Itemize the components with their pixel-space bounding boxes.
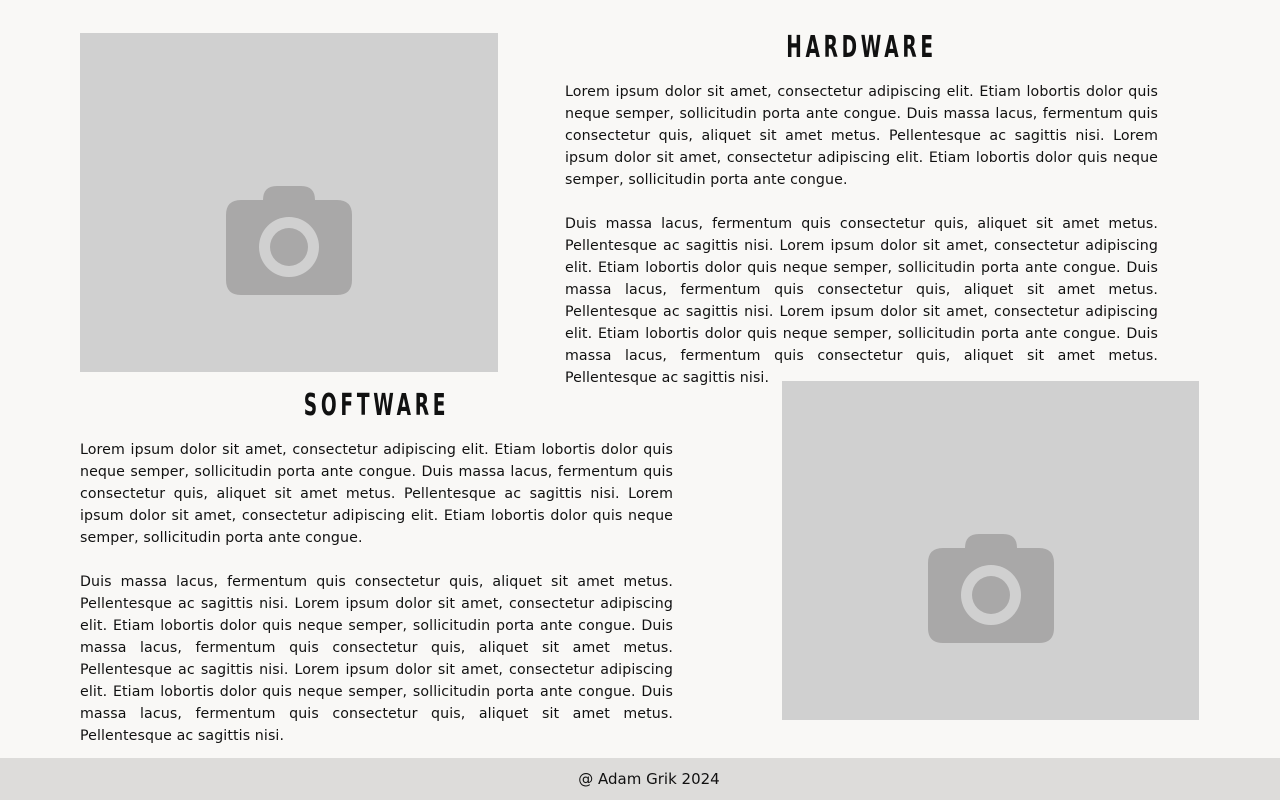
software-image-placeholder xyxy=(782,381,1199,720)
hardware-image-placeholder xyxy=(80,33,498,372)
software-paragraph-2: Duis massa lacus, fermentum quis consectetur quis, aliquet sit amet metus. Pellentesque ac sagittis nisi. Lorem ipsum dolor sit amet, consectetur adipiscing elit. Etiam lobortis dolor quis neque semper, sollicitudin porta ante congue. Duis massa lacus, fermentum quis consectetur quis, aliquet sit amet metus. Pellentesque ac sagittis nisi. Lorem ipsum dolor sit amet, consectetur adipiscing elit. Etiam lobortis dolor quis neque semper, sollicitudin porta ante congue. Duis massa lacus, fermentum quis consectetur quis, aliquet sit amet metus. Pellentesque ac sagittis nisi. xyxy=(80,574,673,744)
hardware-paragraph-2: Duis massa lacus, fermentum quis consectetur quis, aliquet sit amet metus. Pellentesque ac sagittis nisi. Lorem ipsum dolor sit amet, consectetur adipiscing elit. Etiam lobortis dolor quis neque semper, sollicitudin porta ante congue. Duis massa lacus, fermentum quis consectetur quis, aliquet sit amet metus. Pellentesque ac sagittis nisi. Lorem ipsum dolor sit amet, consectetur adipiscing elit. Etiam lobortis dolor quis neque semper, sollicitudin porta ante congue. Duis massa lacus, fermentum quis consectetur quis, aliquet sit amet metus. Pellentesque ac sagittis nisi. xyxy=(565,216,1158,386)
hardware-paragraph-1: Lorem ipsum dolor sit amet, consectetur adipiscing elit. Etiam lobortis dolor quis neque semper, sollicitudin porta ante congue. Duis massa lacus, fermentum quis consectetur quis, aliquet sit amet metus. Pellentesque ac sagittis nisi. Lorem ipsum dolor sit amet, consectetur adipiscing elit. Etiam lobortis dolor quis neque semper, sollicitudin porta ante congue. xyxy=(565,84,1158,188)
footer xyxy=(0,758,1280,800)
camera-icon xyxy=(927,532,1055,644)
software-heading: SOFTWARE xyxy=(303,388,450,423)
software-section xyxy=(80,386,673,747)
software-paragraph-1: Lorem ipsum dolor sit amet, consectetur adipiscing elit. Etiam lobortis dolor quis neque semper, sollicitudin porta ante congue. Duis massa lacus, fermentum quis consectetur quis, aliquet sit amet metus. Pellentesque ac sagittis nisi. Lorem ipsum dolor sit amet, consectetur adipiscing elit. Etiam lobortis dolor quis neque semper, sollicitudin porta ante congue. xyxy=(80,442,673,546)
hardware-heading: HARDWARE xyxy=(786,30,937,65)
footer-copyright: @ Adam Grik 2024 xyxy=(578,770,720,788)
camera-icon xyxy=(225,184,353,296)
hardware-section xyxy=(565,28,1158,389)
